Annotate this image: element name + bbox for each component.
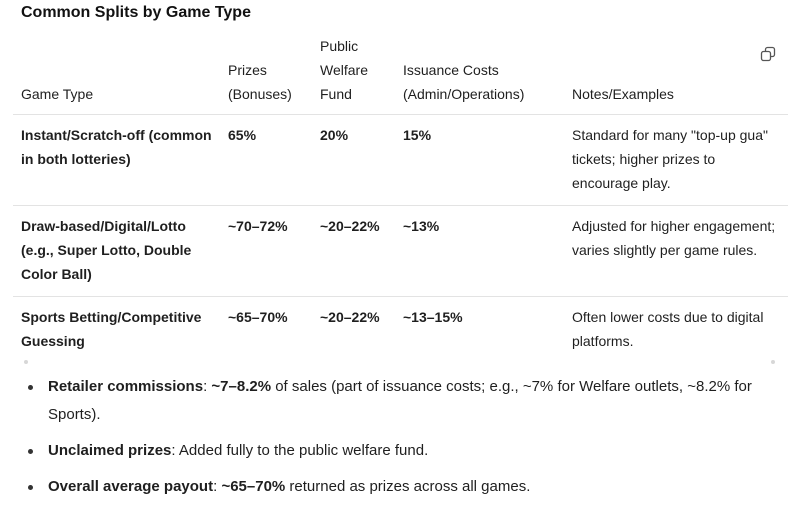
cell-welfare: ~20–22% (320, 218, 380, 234)
table-row (13, 206, 788, 297)
bullet-lead: Retailer commissions (48, 378, 204, 395)
bullet-text: Added fully to the public welfare fund. (178, 442, 429, 459)
bullet-lead: Overall average payout (48, 478, 214, 495)
list-item (26, 373, 766, 429)
cell-notes: Standard for many "top-up gua" tickets; higher prizes to encourage play. (572, 127, 768, 191)
bullet-value: ~7–8.2% (211, 378, 272, 395)
bullet-text: of sales (part of issuance costs; e.g., ~7% for Welfare outlets, ~8.2% for Sports). (48, 378, 752, 423)
table-row (13, 115, 788, 206)
cell-costs: ~13–15% (403, 309, 463, 325)
cell-notes: Often lower costs due to digital platforms. (572, 309, 764, 349)
bullet-lead: Unclaimed prizes (48, 442, 172, 459)
cell-game-type: Instant/Scratch-off (common in both lotteries) (21, 127, 212, 167)
cell-welfare: ~20–22% (320, 309, 380, 325)
cell-notes: Adjusted for higher engagement; varies slightly per game rules. (572, 218, 776, 258)
header-prizes: Prizes (Bonuses) (220, 32, 312, 115)
header-game-type: Game Type (13, 32, 220, 115)
cell-costs: 15% (403, 127, 432, 143)
cell-game-type: Sports Betting/Competitive Guessing (21, 309, 202, 349)
table-header-row (13, 32, 788, 115)
scroll-indicator-left (24, 360, 28, 364)
cell-costs: ~13% (403, 218, 440, 234)
bullet-separator: : (203, 378, 212, 395)
splits-table (13, 32, 788, 363)
cell-welfare: 20% (320, 127, 349, 143)
header-issuance-costs: Issuance Costs (Admin/Operations) (395, 32, 564, 115)
list-item (26, 437, 766, 465)
header-notes: Notes/Examples (564, 32, 788, 115)
cell-prizes: ~65–70% (228, 309, 288, 325)
bullet-value: ~65–70% (221, 478, 286, 495)
cell-game-type: Draw-based/Digital/Lotto (e.g., Super Lotto, Double Color Ball) (21, 218, 192, 282)
header-welfare-fund: Public Welfare Fund (312, 32, 395, 115)
notes-list (26, 373, 766, 509)
scroll-indicator-right (771, 360, 775, 364)
bullet-separator: : (213, 478, 222, 495)
cell-prizes: 65% (228, 127, 257, 143)
cell-prizes: ~70–72% (228, 218, 288, 234)
section-heading: Common Splits by Game Type (21, 4, 251, 21)
bullet-separator: : (171, 442, 179, 459)
bullet-text: returned as prizes across all games. (285, 478, 531, 495)
table-row (13, 297, 788, 364)
list-item (26, 473, 766, 501)
